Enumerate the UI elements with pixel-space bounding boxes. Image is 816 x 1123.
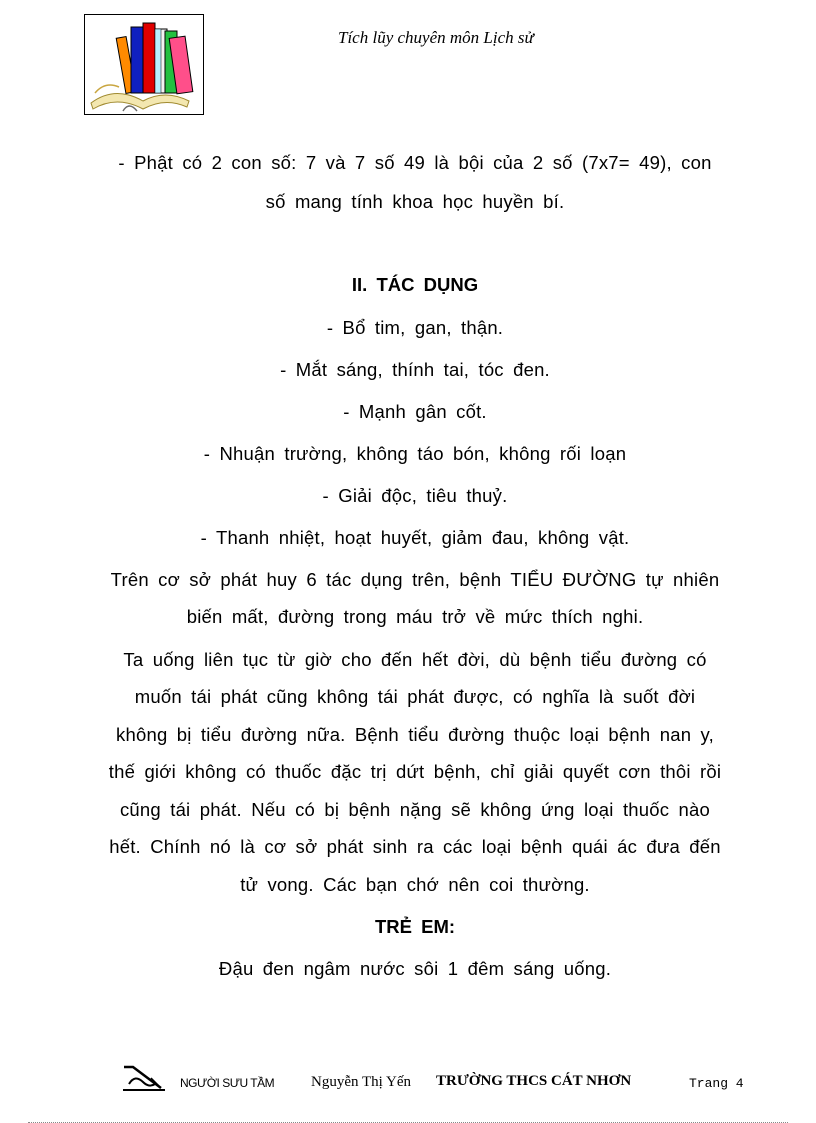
effect-item: - Mạnh gân cốt. <box>343 401 487 422</box>
school-name: TRƯỜNG THCS CÁT NHƠN <box>436 1073 632 1089</box>
paragraph1-line: Trên cơ sở phát huy 6 tác dụng trên, bệnh TIỂU ĐƯỜNG tự nhiên <box>110 569 720 590</box>
effect-item: - Thanh nhiệt, hoạt huyết, giảm đau, không vật. <box>200 527 630 548</box>
collector-label: NGƯỜI SƯU TẦM <box>180 1076 275 1090</box>
intro-line-1: - Phật có 2 con số: 7 và 7 số 49 là bội của 2 số (7x7= 49), con <box>118 152 712 173</box>
children-heading: TRẺ EM: <box>374 916 456 937</box>
effect-item: - Bổ tim, gan, thận. <box>326 317 504 338</box>
effect-item: - Nhuận trường, không táo bón, không rối loạn <box>203 443 627 464</box>
paragraph2-line: tử vong. Các bạn chớ nên coi thường. <box>240 874 590 895</box>
intro-line-2: số mang tính khoa học huyền bí. <box>265 191 565 212</box>
paragraph2-line: hết. Chính nó là cơ sở phát sinh ra các loại bệnh quái ác đưa đến <box>109 836 721 857</box>
paragraph1-line: biến mất, đường trong máu trở về mức thích nghi. <box>186 606 644 627</box>
paragraph2-line: muốn tái phát cũng không tái phát được, có nghĩa là suốt đời <box>134 686 696 707</box>
paragraph2-line: không bị tiểu đường nữa. Bệnh tiểu đường thuộc loại bệnh nan y, <box>116 724 714 745</box>
children-line: Đậu đen ngâm nước sôi 1 đêm sáng uống. <box>218 958 612 979</box>
paragraph2-line: thế giới không có thuốc đặc trị dứt bệnh, chỉ giải quyết cơn thôi rồi <box>108 761 722 782</box>
paragraph2-line: Ta uống liên tục từ giờ cho đến hết đời, dù bệnh tiểu đường có <box>123 649 707 670</box>
books-icon <box>84 14 204 115</box>
author-name: Nguyễn Thị Yến <box>311 1074 411 1090</box>
paragraph2-line: cũng tái phát. Nếu có bị bệnh nặng sẽ không ứng loại thuốc nào <box>119 799 711 820</box>
page-footer <box>0 1072 816 1102</box>
effect-item: - Giải độc, tiêu thuỷ. <box>322 485 508 506</box>
pen-signature-icon <box>121 1064 167 1094</box>
page-number: Trang 4 <box>689 1076 744 1091</box>
effect-item: - Mắt sáng, thính tai, tóc đen. <box>280 359 550 380</box>
section-heading: II. TÁC DỤNG <box>351 274 479 295</box>
header-title: Tích lũy chuyên môn Lịch sử <box>338 28 534 47</box>
